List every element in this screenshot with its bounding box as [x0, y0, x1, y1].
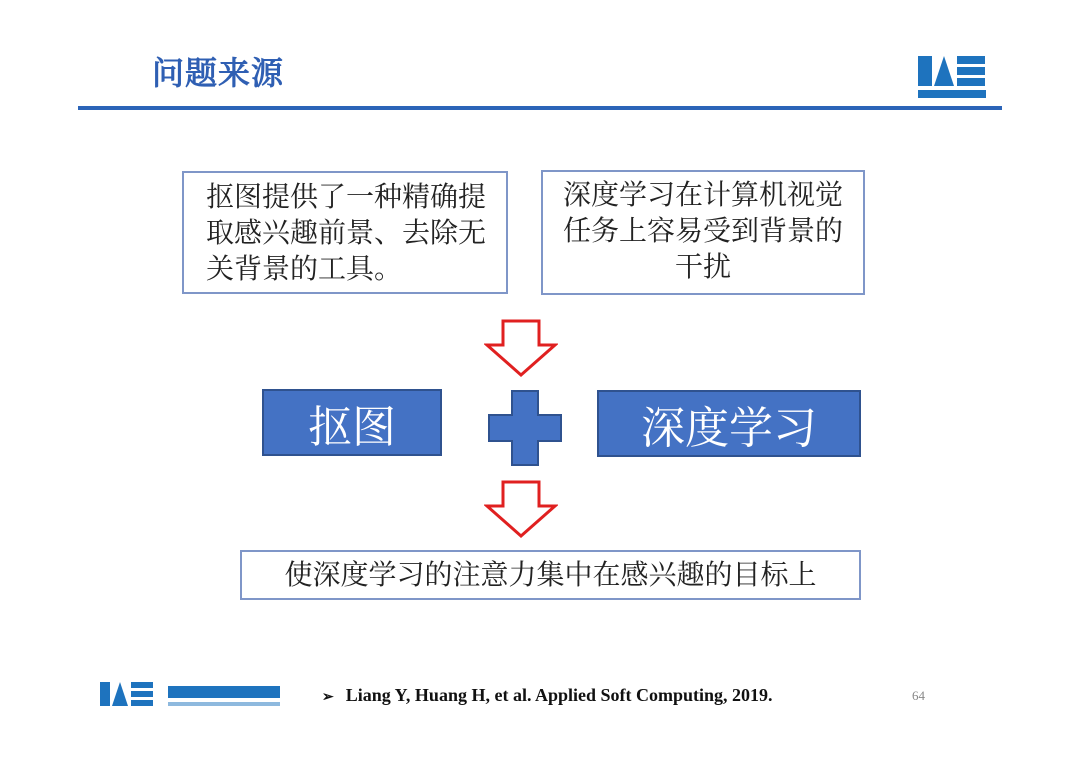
slide-title: 问题来源 — [152, 54, 285, 92]
citation-bullet-icon: ➢ — [322, 690, 334, 705]
title-divider — [78, 106, 1002, 110]
matting-block: 抠图 — [262, 389, 442, 456]
matting-description-box: 抠图提供了一种精确提取感兴趣前景、去除无关背景的工具。 — [182, 171, 508, 294]
lab-logo-icon — [98, 678, 288, 714]
conclusion-box: 使深度学习的注意力集中在感兴趣的目标上 — [240, 550, 861, 600]
down-arrow-icon — [484, 480, 558, 538]
down-arrow-icon — [484, 319, 558, 377]
plus-icon — [487, 389, 563, 467]
citation-text: Liang Y, Huang H, et al. Applied Soft Computing, 2019. — [345, 685, 773, 705]
deep-learning-problem-box: 深度学习在计算机视觉任务上容易受到背景的干扰 — [541, 170, 865, 295]
deep-learning-block: 深度学习 — [597, 390, 861, 457]
reference-citation — [322, 685, 773, 706]
lab-logo-icon — [916, 52, 988, 102]
page-number: 64 — [912, 688, 925, 703]
